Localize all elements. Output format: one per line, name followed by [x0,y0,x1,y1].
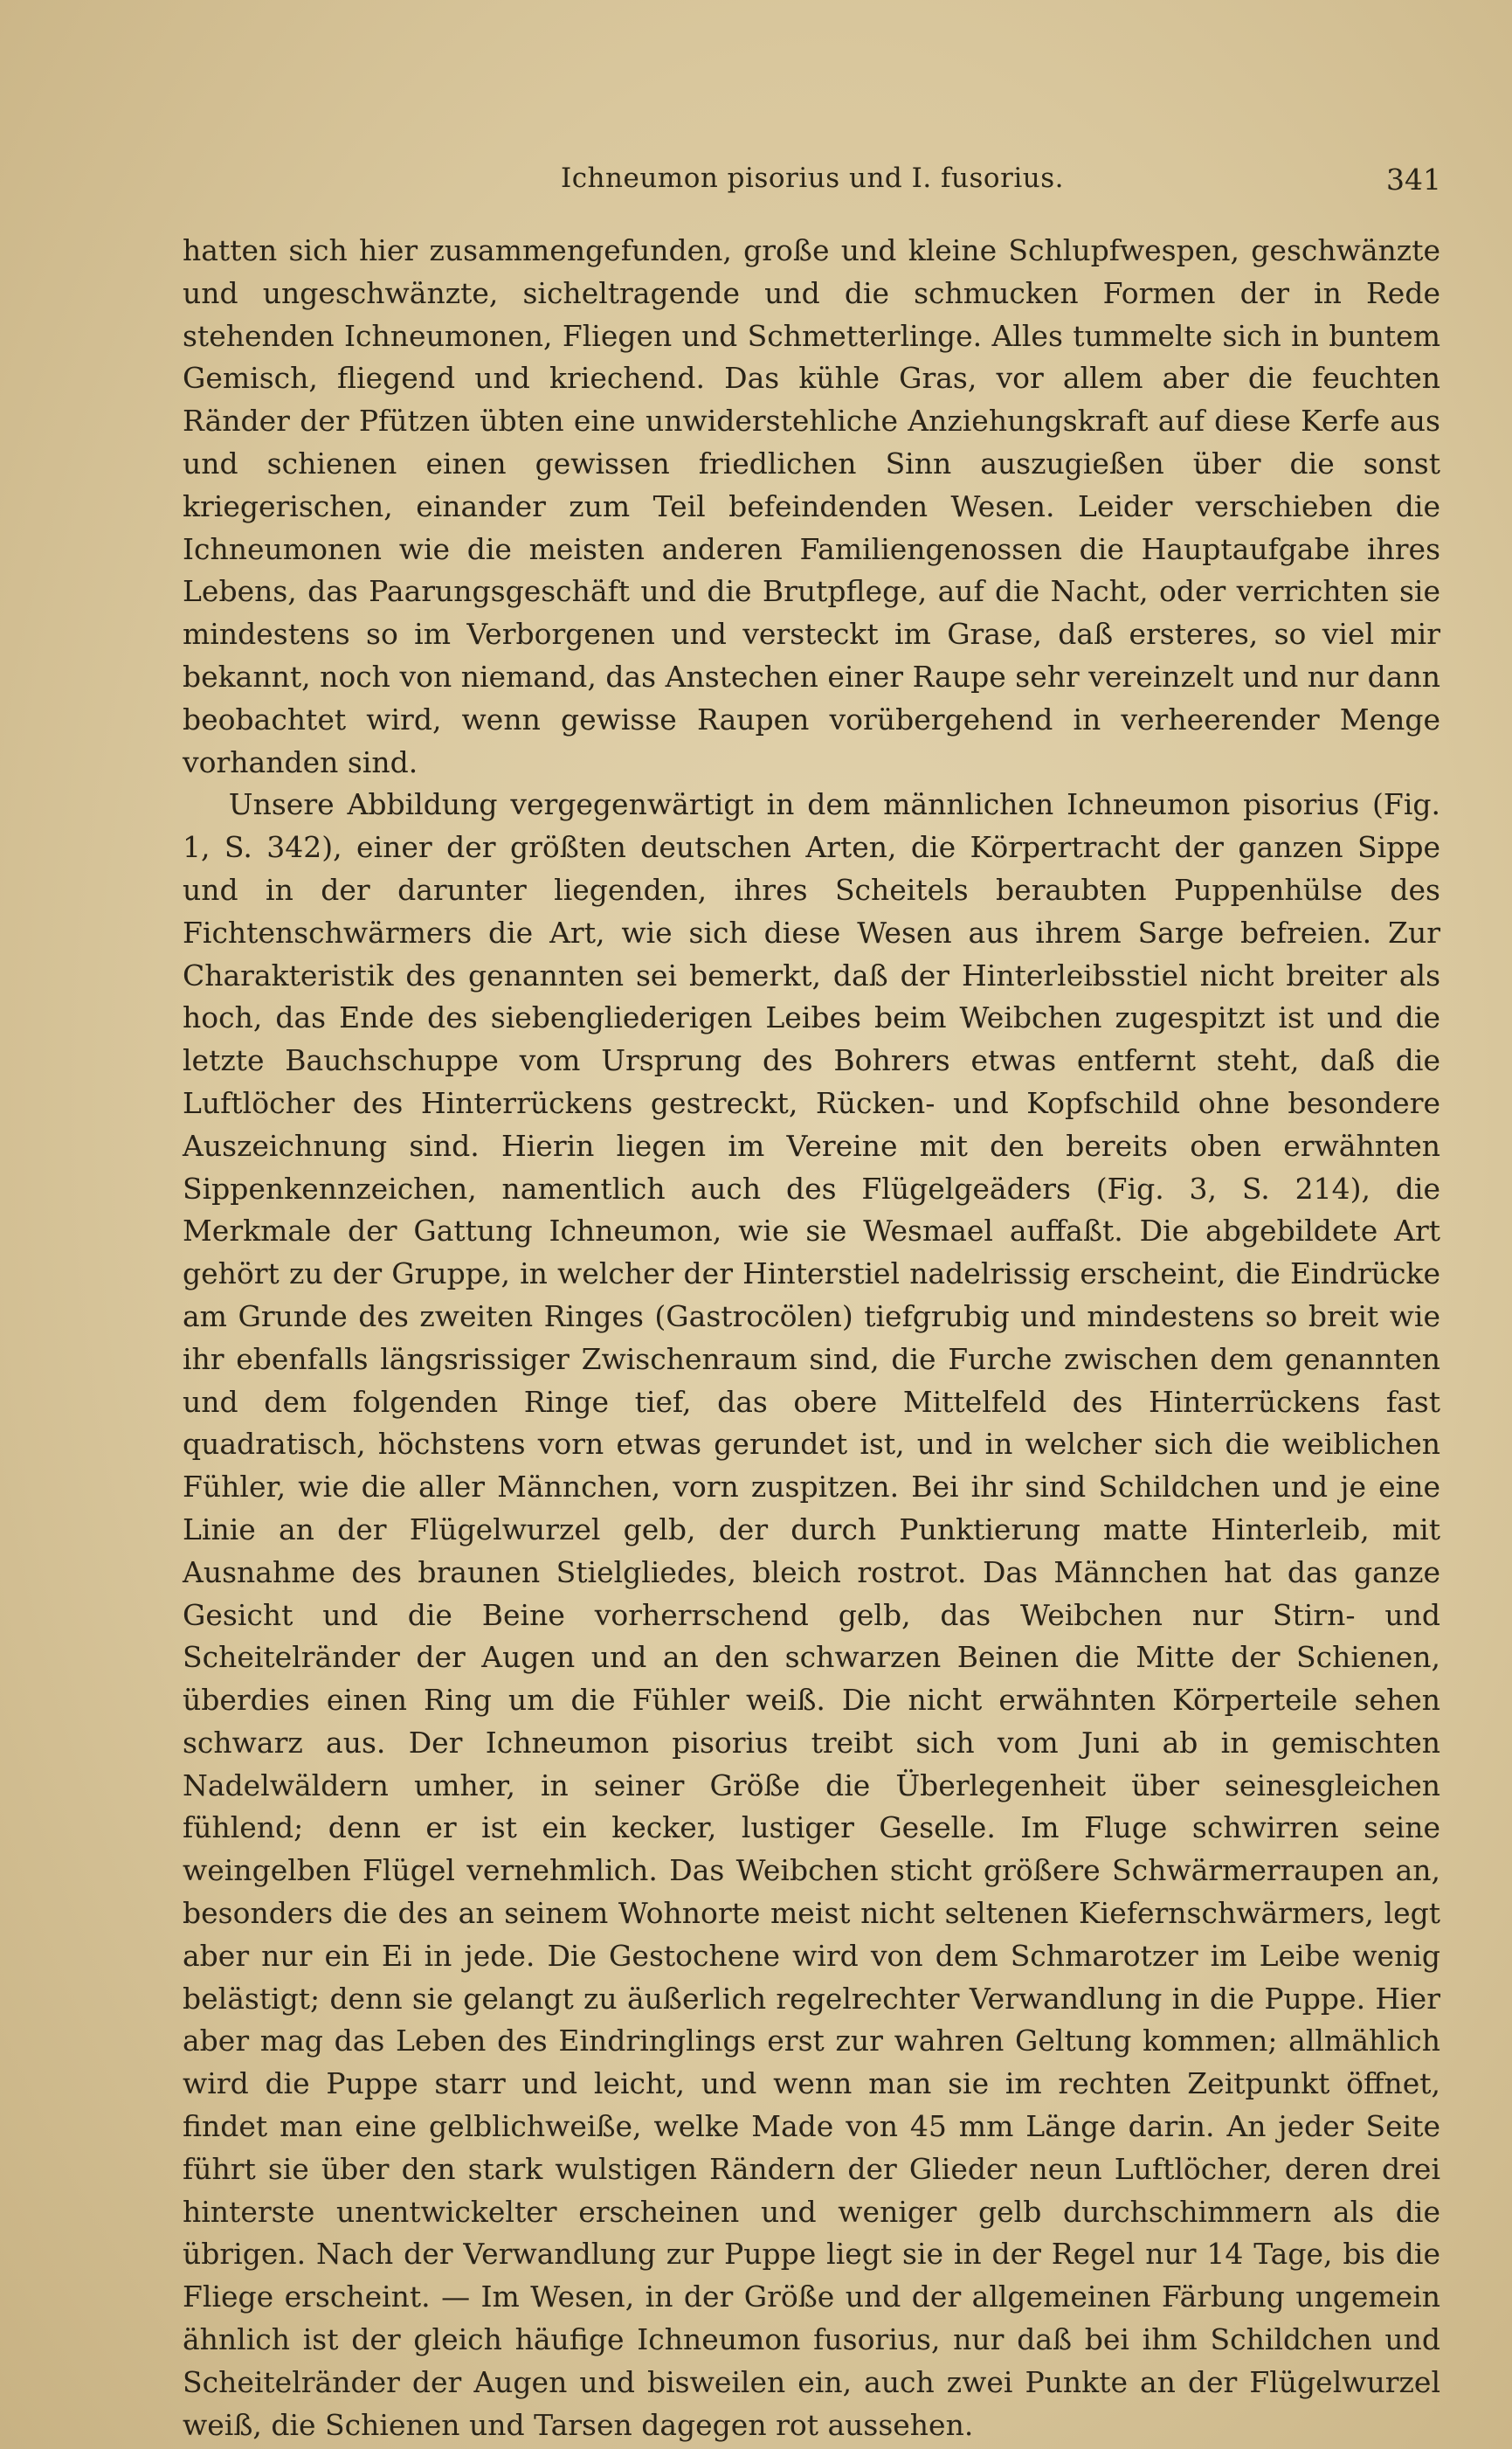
running-title: Ichneumon pisorius und I. fusorius. [560,163,1065,194]
page-header [183,163,1441,201]
body-text [183,230,1440,2446]
paragraph-continuation: hatten sich hier zusammengefunden, große und kleine Schlupfwespen, geschwänzte und ungeschwänzte, sicheltragende und die schmucken Formen der in Rede stehenden Ichneumonen, Fliegen und Schmetterlinge. Alles tummelte sich in buntem Gemisch, fliegend und kriechend. Das kühle Gras, vor allem aber die feuchten Ränder der Pfützen übten eine unwiderstehliche Anziehungskraft auf diese Kerfe aus und schienen einen gewissen friedlichen Sinn auszugießen über die sonst kriegerischen, einander zum Teil befeindenden Wesen. Leider verschieben die Ichneumonen wie die meisten anderen Familiengenossen die Hauptaufgabe ihres Lebens, das Paarungsgeschäft und die Brutpflege, auf die Nacht, oder verrichten sie mindestens so im Verborgenen und versteckt im Grase, daß ersteres, so viel mir bekannt, noch von niemand, das Anstechen einer Raupe sehr vereinzelt und nur dann beobachtet wird, wenn gewisse Raupen vorübergehend in verheerender Menge vorhanden sind. [183,233,1440,779]
page-number: 341 [1386,163,1441,197]
paragraph-ichneumon-description: Unsere Abbildung vergegenwärtigt in dem männlichen Ichneumon pisorius (Fig. 1, S. 342), einer der größten deutschen Arten, die Körpertracht der ganzen Sippe und in der darunter liegenden, ihres Scheitels beraubten Puppenhülse des Fichtenschwärmers die Art, wie sich diese Wesen aus ihrem Sarge befreien. Zur Charakteristik des genannten sei bemerkt, daß der Hinterleibsstiel nicht breiter als hoch, das Ende des siebengliederigen Leibes beim Weibchen zugespitzt ist und die letzte Bauchschuppe vom Ursprung des Bohrers etwas entfernt steht, daß die Luftlöcher des Hinterrückens gestreckt, Rücken- und Kopfschild ohne besondere Auszeichnung sind. Hierin liegen im Vereine mit den bereits oben erwähnten Sippenkennzeichen, namentlich auch des Flügelgeäders (Fig. 3, S. 214), die Merkmale der Gattung Ichneumon, wie sie Wesmael auffaßt. Die abgebildete Art gehört zu der Gruppe, in welcher der Hinterstiel nadelrissig erscheint, die Eindrücke am Grunde des zweiten Ringes (Gastrocölen) tiefgrubig und mindestens so breit wie ihr ebenfalls längsrissiger Zwischenraum sind, die Furche zwischen dem genannten und dem folgenden Ringe tief, das obere Mittelfeld des Hinterrückens fast quadratisch, höchstens vorn etwas gerundet ist, und in welcher sich die weiblichen Fühler, wie die aller Männchen, vorn zuspitzen. Bei ihr sind Schildchen und je eine Linie an der Flügelwurzel gelb, der durch Punktierung matte Hinterleib, mit Ausnahme des braunen Stielgliedes, bleich rostrot. Das Männchen hat das ganze Gesicht und die Beine vorherrschend gelb, das Weibchen nur Stirn- und Scheitelränder der Augen und an den schwarzen Beinen die Mitte der Schienen, überdies einen Ring um die Fühler weiß. Die nicht erwähnten Körperteile sehen schwarz aus. Der Ichneumon pisorius treibt sich vom Juni ab in gemischten Nadelwäldern umher, in seiner Größe die Überlegenheit über seinesgleichen fühlend; denn er ist ein kecker, lustiger Geselle. Im Fluge schwirren seine weingelben Flügel vernehmlich. Das Weibchen sticht größere Schwärmerraupen an, besonders die des an seinem Wohnorte meist nicht seltenen Kiefernschwärmers, legt aber nur ein Ei in jede. Die Gestochene wird von dem Schmarotzer im Leibe wenig belästigt; denn sie gelangt zu äußerlich regelrechter Verwandlung in die Puppe. Hier aber mag das Leben des Eindringlings erst zur wahren Geltung kommen; allmählich wird die Puppe starr und leicht, und wenn man sie im rechten Zeitpunkt öffnet, findet man eine gelblichweiße, welke Made von 45 mm Länge darin. An jeder Seite führt sie über den stark wulstigen Rändern der Glieder neun Luftlöcher, deren drei hinterste unentwickelter erscheinen und weniger gelb durchschimmern als die übrigen. Nach der Verwandlung zur Puppe liegt sie in der Regel nur 14 Tage, bis die Fliege erscheint. — Im Wesen, in der Größe und der allgemeinen Färbung ungemein ähnlich ist der gleich häufige Ichneumon fusorius, nur daß bei ihm Schildchen und Scheitelränder der Augen und bisweilen ein, auch zwei Punkte an der Flügelwurzel weiß, die Schienen und Tarsen dagegen rot aussehen. [183,787,1440,2442]
